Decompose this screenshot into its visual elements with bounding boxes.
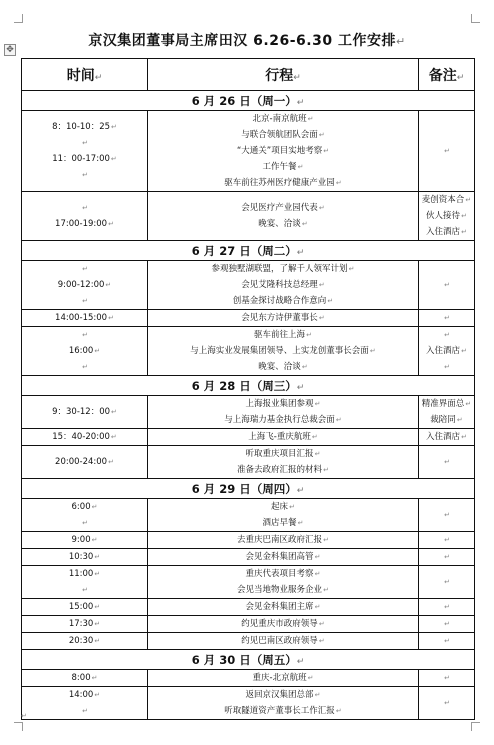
cell-line: 会见东方诗伊董事长↵ xyxy=(241,313,325,323)
cell-line-text: 起床 xyxy=(271,502,289,512)
cell-line-text: 去重庆巴南区政府汇报 xyxy=(237,535,323,545)
cell-line: 创基金探讨战略合作意向↵ xyxy=(232,296,334,306)
cell-line-text: 14:00 xyxy=(68,690,94,700)
cell-line-text: 约见巴南区政府领导 xyxy=(241,636,318,646)
day-header-row xyxy=(22,91,475,111)
itinerary-cell xyxy=(148,616,419,633)
cell-line: ↵ xyxy=(82,139,88,147)
cell-line-text: 8:00 xyxy=(71,673,91,683)
cell-line: ↵ xyxy=(444,511,450,519)
cell-line: 20:30↵ xyxy=(68,636,101,646)
cell-line-text: 裁陪同 xyxy=(430,415,456,425)
cell-line: 入住酒店↵ xyxy=(426,432,467,442)
remarks-cell xyxy=(419,499,475,532)
remarks-cell xyxy=(419,429,475,446)
schedule-row xyxy=(22,499,475,532)
cell-line: “大通关”项目实地考察↵ xyxy=(236,146,330,156)
day-header-cell: 6 月 26 日（周一）↵ xyxy=(22,91,475,111)
cell-line: 9：30-12：00↵ xyxy=(52,407,117,417)
cell-line-text: 9:00 xyxy=(71,535,91,545)
cell-line: ↵ xyxy=(82,331,88,339)
day-header-row xyxy=(22,479,475,499)
cell-line-text: 精准界面总 xyxy=(421,399,465,409)
column-header-itinerary: 行程↵ xyxy=(148,59,419,91)
cell-line-text: 9:00-12:00 xyxy=(57,280,105,290)
cell-line: 工作午餐↵ xyxy=(262,162,304,172)
cell-line: 6:00↵ xyxy=(71,502,98,512)
page-corner-mark xyxy=(14,14,23,23)
cell-line-text: 重庆-北京航班 xyxy=(252,673,307,683)
cell-line: 8：10-10：25↵ xyxy=(52,122,117,132)
time-cell xyxy=(22,616,148,633)
time-cell xyxy=(22,687,148,720)
remarks-cell xyxy=(419,566,475,599)
cell-line-text: 与上海瑞力基金执行总裁会面 xyxy=(224,415,335,425)
schedule-row xyxy=(22,192,475,241)
cell-line: ↵ xyxy=(82,707,88,715)
cell-line: 与上海实业发展集团领导、上实龙创董事长会面↵ xyxy=(190,346,376,356)
cell-line: 9:00↵ xyxy=(71,535,98,545)
cell-line: 晚宴、洽谈↵ xyxy=(258,219,308,229)
cell-line: ↵ xyxy=(444,331,450,339)
cell-line-text: 与上海实业发展集团领导、上实龙创董事长会面 xyxy=(190,346,369,356)
itinerary-cell xyxy=(148,566,419,599)
cell-line: 与上海瑞力基金执行总裁会面↵ xyxy=(224,415,342,425)
time-cell xyxy=(22,310,148,327)
itinerary-cell xyxy=(148,532,419,549)
cell-line-text: 听取隧道资产董事长工作汇报 xyxy=(224,706,335,716)
schedule-row xyxy=(22,310,475,327)
column-header-remarks: 备注↵ xyxy=(419,59,475,91)
column-header-time-text: 时间 xyxy=(66,67,95,84)
cell-line-text: 入住酒店 xyxy=(426,432,461,442)
cell-line: 会见艾隆科技总经理↵ xyxy=(241,280,325,290)
remarks-cell xyxy=(419,310,475,327)
remarks-cell xyxy=(419,549,475,566)
cell-line-text: 听取重庆项目汇报 xyxy=(245,449,314,459)
cell-line: ↵ xyxy=(444,637,450,645)
cell-line: 麦创资本合↵ xyxy=(421,195,472,205)
remarks-cell xyxy=(419,670,475,687)
time-cell xyxy=(22,566,148,599)
cell-line-text: 约见重庆市政府领导 xyxy=(241,619,318,629)
time-cell xyxy=(22,599,148,616)
day-header-cell: 6 月 30 日（周五）↵ xyxy=(22,650,475,670)
cell-line: 准备去政府汇报的材料↵ xyxy=(237,465,329,475)
cell-line: 11:00↵ xyxy=(68,569,101,579)
cell-line: ↵ xyxy=(444,314,450,322)
cell-line: 10:30↵ xyxy=(68,552,101,562)
remarks-cell xyxy=(419,687,475,720)
cell-line-text: 入住酒店 xyxy=(426,346,461,356)
day-label: 6 月 30 日（周五） xyxy=(191,652,297,667)
cell-line-text: 驱车前往上海 xyxy=(254,330,306,340)
cell-line: ↵ xyxy=(444,363,450,371)
time-cell xyxy=(22,499,148,532)
cell-line-text: 会见金科集团高管 xyxy=(245,552,314,562)
schedule-body xyxy=(22,91,475,720)
itinerary-cell xyxy=(148,446,419,479)
cell-line: ↵ xyxy=(444,536,450,544)
cell-line-text: 上海飞-重庆航班 xyxy=(248,432,311,442)
cell-line: 约见重庆市政府领导↵ xyxy=(241,619,325,629)
itinerary-cell xyxy=(148,599,419,616)
cell-line: 重庆代表项目考察↵ xyxy=(245,569,321,579)
cell-line-text: 16:00 xyxy=(68,346,94,356)
cell-line: 会见金科集团高管↵ xyxy=(245,552,321,562)
document-title: 京汉集团董事局主席田汉 6.26-6.30 工作安排↵ xyxy=(88,33,406,49)
cell-line-text: 会见医疗产业园代表 xyxy=(241,203,318,213)
cell-line: 驱车前往苏州医疗健康产业园↵ xyxy=(224,178,342,188)
paragraph-mark: ↵ xyxy=(21,712,27,720)
cell-line: 重庆-北京航班↵ xyxy=(252,673,314,683)
itinerary-cell xyxy=(148,192,419,241)
schedule-row xyxy=(22,670,475,687)
cell-line: 约见巴南区政府领导↵ xyxy=(241,636,325,646)
cell-line: 9:00-12:00↵ xyxy=(57,280,112,290)
time-cell xyxy=(22,670,148,687)
itinerary-cell xyxy=(148,687,419,720)
table-header-row xyxy=(22,59,475,91)
remarks-cell xyxy=(419,633,475,650)
cell-line-text: 创基金探讨战略合作意向 xyxy=(232,296,327,306)
cell-line-text: 15：40-20:00 xyxy=(52,432,110,442)
cell-line: ↵ xyxy=(444,458,450,466)
page-corner-mark xyxy=(471,722,480,731)
itinerary-cell xyxy=(148,429,419,446)
cell-line: 入住酒店↵ xyxy=(426,346,467,356)
time-cell xyxy=(22,549,148,566)
cell-line: ↵ xyxy=(444,147,450,155)
schedule-row xyxy=(22,616,475,633)
cell-line: ↵ xyxy=(444,674,450,682)
cell-line: 11：00-17:00↵ xyxy=(52,154,117,164)
cell-line: 驱车前往上海↵ xyxy=(254,330,312,340)
time-cell xyxy=(22,429,148,446)
cell-line: ↵ xyxy=(82,586,88,594)
cell-line-text: 入住酒店 xyxy=(426,227,461,237)
schedule-table xyxy=(21,58,475,720)
schedule-row xyxy=(22,396,475,429)
itinerary-cell xyxy=(148,327,419,376)
cell-line-text: 20:30 xyxy=(68,636,94,646)
column-header-remarks-text: 备注 xyxy=(428,67,457,84)
cell-line: 精准界面总↵ xyxy=(421,399,472,409)
day-header-cell: 6 月 27 日（周二）↵ xyxy=(22,241,475,261)
time-cell xyxy=(22,327,148,376)
cell-line: 会见当地物业服务企业↵ xyxy=(237,585,329,595)
cell-line: 晚宴、洽谈↵ xyxy=(258,362,308,372)
cell-line-text: 会见东方诗伊董事长 xyxy=(241,313,318,323)
cell-line-text: 11:00 xyxy=(68,569,94,579)
cell-line: ↵ xyxy=(444,281,450,289)
itinerary-cell xyxy=(148,549,419,566)
time-cell xyxy=(22,261,148,310)
cell-line: 16:00↵ xyxy=(68,346,101,356)
cell-line: 听取重庆项目汇报↵ xyxy=(245,449,321,459)
table-move-handle-icon[interactable]: ✥ xyxy=(4,44,16,56)
cell-line-text: 会见金科集团主席 xyxy=(245,602,314,612)
remarks-cell xyxy=(419,532,475,549)
column-header-itinerary-text: 行程 xyxy=(265,67,294,84)
cell-line-text: 20:00-24:00 xyxy=(55,457,108,467)
day-label: 6 月 28 日（周三） xyxy=(191,378,297,393)
cell-line: 17:30↵ xyxy=(68,619,101,629)
cell-line: 14:00↵ xyxy=(68,690,101,700)
cell-line: ↵ xyxy=(82,265,88,273)
day-header-row xyxy=(22,650,475,670)
schedule-row xyxy=(22,111,475,192)
cell-line: 裁陪同↵ xyxy=(430,415,463,425)
cell-line: 听取隧道资产董事长工作汇报↵ xyxy=(224,706,342,716)
day-label: 6 月 29 日（周四） xyxy=(191,481,297,496)
cell-line: 返回京汉集团总部↵ xyxy=(245,690,321,700)
schedule-row xyxy=(22,532,475,549)
itinerary-cell xyxy=(148,111,419,192)
column-header-time: 时间↵ xyxy=(22,59,148,91)
cell-line: 14:00-15:00↵ xyxy=(55,313,114,323)
cell-line: ↵ xyxy=(444,603,450,611)
cell-line-text: 参观独墅湖联盟，了解千人领军计划 xyxy=(211,264,348,274)
cell-line-text: 11：00-17:00 xyxy=(52,154,110,164)
itinerary-cell xyxy=(148,396,419,429)
cell-line-text: 17:00-19:00 xyxy=(55,219,108,229)
cell-line: ↵ xyxy=(82,363,88,371)
remarks-cell xyxy=(419,396,475,429)
day-header-cell: 6 月 29 日（周四）↵ xyxy=(22,479,475,499)
cell-line: 起床↵ xyxy=(271,502,295,512)
cell-line: ↵ xyxy=(82,204,88,212)
cell-line-text: 麦创资本合 xyxy=(421,195,465,205)
cell-line-text: 上海报业集团参观 xyxy=(245,399,314,409)
cell-line-text: 伙人接待 xyxy=(426,211,461,221)
cell-line: 去重庆巴南区政府汇报↵ xyxy=(237,535,329,545)
remarks-cell xyxy=(419,446,475,479)
schedule-row xyxy=(22,327,475,376)
remarks-cell xyxy=(419,599,475,616)
schedule-row xyxy=(22,633,475,650)
page-corner-mark xyxy=(14,722,23,731)
cell-line-text: 会见当地物业服务企业 xyxy=(237,585,323,595)
schedule-row xyxy=(22,599,475,616)
cell-line-text: 驱车前往苏州医疗健康产业园 xyxy=(224,178,335,188)
schedule-row xyxy=(22,687,475,720)
cell-line: 伙人接待↵ xyxy=(426,211,467,221)
remarks-cell xyxy=(419,192,475,241)
itinerary-cell xyxy=(148,670,419,687)
day-label: 6 月 26 日（周一） xyxy=(191,93,297,108)
cell-line: 会见医疗产业园代表↵ xyxy=(241,203,325,213)
cell-line-text: 返回京汉集团总部 xyxy=(245,690,314,700)
time-cell xyxy=(22,633,148,650)
page-corner-mark xyxy=(471,14,480,23)
cell-line-text: 北京-南京航班 xyxy=(252,114,307,124)
cell-line: 17:00-19:00↵ xyxy=(55,219,114,229)
remarks-cell xyxy=(419,327,475,376)
schedule-row xyxy=(22,429,475,446)
cell-line: ↵ xyxy=(82,171,88,179)
itinerary-cell xyxy=(148,499,419,532)
cell-line: 与联合领航团队会面↵ xyxy=(241,130,325,140)
time-cell xyxy=(22,532,148,549)
remarks-cell xyxy=(419,616,475,633)
cell-line: ↵ xyxy=(82,519,88,527)
cell-line-text: “大通关”项目实地考察 xyxy=(236,146,323,156)
cell-line-text: 重庆代表项目考察 xyxy=(245,569,314,579)
day-header-row xyxy=(22,241,475,261)
cell-line-text: 晚宴、洽谈 xyxy=(258,362,301,372)
cell-line: 参观独墅湖联盟，了解千人领军计划↵ xyxy=(211,264,355,274)
cell-line-text: 6:00 xyxy=(71,502,91,512)
schedule-row xyxy=(22,446,475,479)
cell-line: 15:00↵ xyxy=(68,602,101,612)
cell-line-text: 17:30 xyxy=(68,619,94,629)
cell-line: ↵ xyxy=(444,699,450,707)
cell-line: 15：40-20:00↵ xyxy=(52,432,117,442)
cell-line-text: 会见艾隆科技总经理 xyxy=(241,280,318,290)
cell-line: 北京-南京航班↵ xyxy=(252,114,314,124)
itinerary-cell xyxy=(148,261,419,310)
itinerary-cell xyxy=(148,310,419,327)
cell-line-text: 14:00-15:00 xyxy=(55,313,108,323)
cell-line-text: 晚宴、洽谈 xyxy=(258,219,301,229)
cell-line-text: 准备去政府汇报的材料 xyxy=(237,465,323,475)
time-cell xyxy=(22,111,148,192)
remarks-cell xyxy=(419,261,475,310)
cell-line: 8:00↵ xyxy=(71,673,98,683)
cell-line: 上海飞-重庆航班↵ xyxy=(248,432,318,442)
schedule-row xyxy=(22,566,475,599)
day-label: 6 月 27 日（周二） xyxy=(191,243,297,258)
cell-line-text: 8：10-10：25 xyxy=(52,122,111,132)
time-cell xyxy=(22,192,148,241)
cell-line-text: 15:00 xyxy=(68,602,94,612)
cell-line-text: 10:30 xyxy=(68,552,94,562)
cell-line: 20:00-24:00↵ xyxy=(55,457,114,467)
cell-line-text: 9：30-12：00 xyxy=(52,407,111,417)
cell-line: 酒店早餐↵ xyxy=(262,518,304,528)
remarks-cell xyxy=(419,111,475,192)
itinerary-cell xyxy=(148,633,419,650)
cell-line: ↵ xyxy=(444,578,450,586)
cell-line: ↵ xyxy=(444,553,450,561)
cell-line: ↵ xyxy=(82,297,88,305)
document-title-text: 京汉集团董事局主席田汉 6.26-6.30 工作安排 xyxy=(88,33,396,49)
schedule-row xyxy=(22,549,475,566)
cell-line: 上海报业集团参观↵ xyxy=(245,399,321,409)
schedule-row xyxy=(22,261,475,310)
cell-line-text: 与联合领航团队会面 xyxy=(241,130,318,140)
cell-line: 入住酒店↵ xyxy=(426,227,467,237)
time-cell xyxy=(22,396,148,429)
cell-line-text: 工作午餐 xyxy=(262,162,297,172)
cell-line: ↵ xyxy=(444,620,450,628)
day-header-row xyxy=(22,376,475,396)
cell-line: 会见金科集团主席↵ xyxy=(245,602,321,612)
day-header-cell: 6 月 28 日（周三）↵ xyxy=(22,376,475,396)
cell-line-text: 酒店早餐 xyxy=(262,518,297,528)
time-cell xyxy=(22,446,148,479)
